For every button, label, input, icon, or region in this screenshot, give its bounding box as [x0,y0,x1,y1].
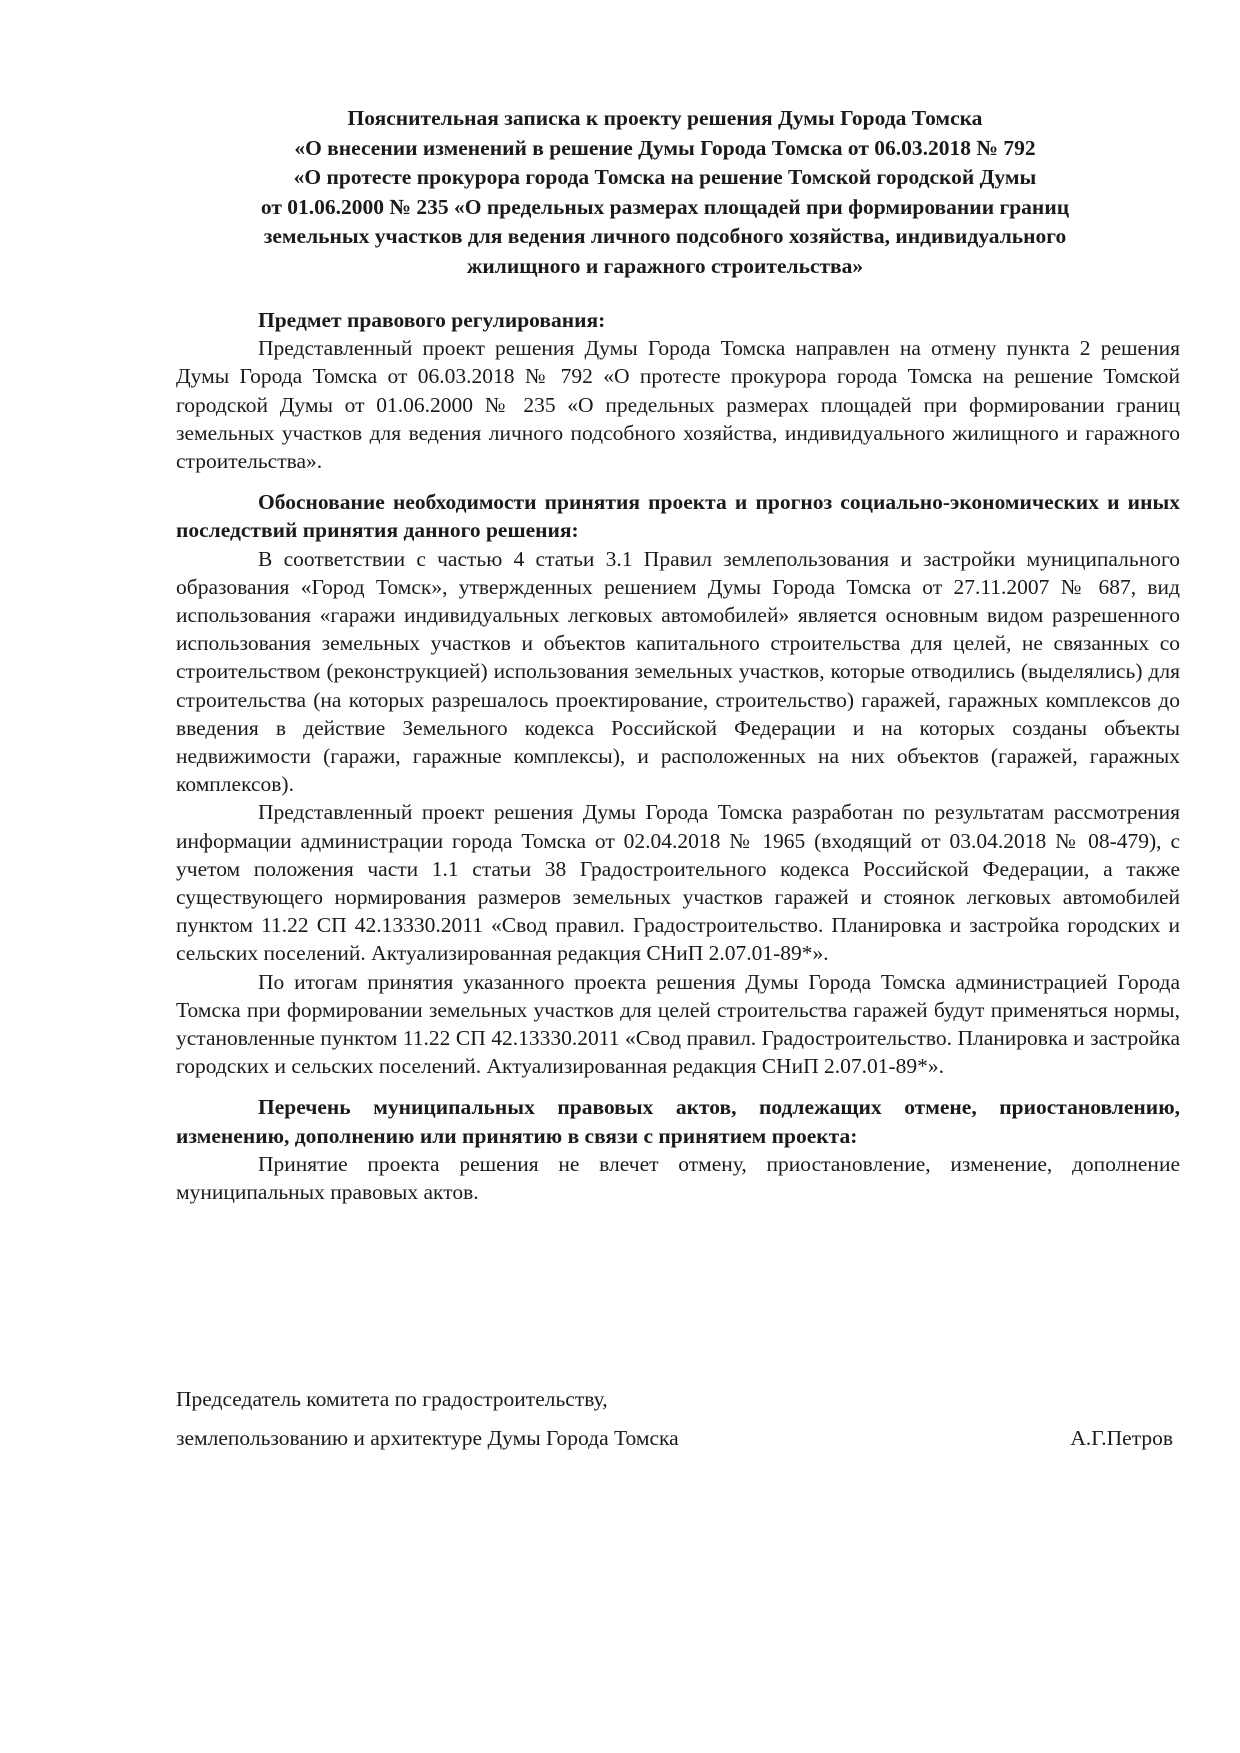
paragraph: В соответствии с частью 4 статьи 3.1 Правил землепользования и застройки муниципального образования «Город Томск», утвержденных решением Думы Города Томска от 27.11.2007 № 687, вид использования «гаражи индивидуальных легковых автомобилей» является основным видом разрешенного использования земельных участков и объектов капитального строительства для целей, не связанных со строительством (реконструкцией) использования земельных участков, которые отводились (выделялись) для строительства (на которых разрешалось проектирование, строительство) гаражей, гаражных комплексов до введения в действие Земельного кодекса Российской Федерации и на которых созданы объекты недвижимости (гаражи, гаражные комплексы), и расположенных на них объектов (гаражей, гаражных комплексов). [176,546,1180,797]
title-line: «О внесении изменений в решение Думы Города Томска от 06.03.2018 № 792 [294,135,1036,160]
document-body [176,306,1180,1206]
title-line: «О протесте прокурора города Томска на решение Томской городской Думы [293,165,1037,189]
signature-block [176,1380,1180,1458]
paragraph: Представленный проект решения Думы Города Томска направлен на отмену пункта 2 решения Думы Города Томска от 06.03.2018 № 792 «О протесте прокурора города Томска на решение Томской городской Думы от 01.06.2000 № 235 «О предельных размерах площадей при формировании границ земельных участков для ведения личного подсобного хозяйства, индивидуального жилищного и гаражного строительства». [176,336,1180,474]
signatory-position: Председатель комитета по градостроительству, [176,1387,608,1411]
paragraph: Представленный проект решения Думы Города Томска разработан по результатам рассмотрения информации администрации города Томска от 02.04.2018 № 1965 (входящий от 03.04.2018 № 08-479), с учетом положения части 1.1 статьи 38 Градостроительного кодекса Российской Федерации, а также существующего нормирования размеров земельных участков гаражей и стоянок легковых автомобилей пунктом 11.22 СП 42.13330.2011 «Свод правил. Градостроительство. Планировка и застройка городских и сельских поселений. Актуализированная редакция СНиП 2.07.01-89*». [176,800,1180,966]
signatory-name: А.Г.Петров [1070,1426,1173,1450]
title-line: Пояснительная записка к проекту решения Думы Города Томска [347,106,983,130]
paragraph: Принятие проекта решения не влечет отмену, приостановление, изменение, дополнение муниципальных правовых актов. [176,1151,1180,1205]
paragraph: По итогам принятия указанного проекта решения Думы Города Томска администрацией Города Томска при формировании земельных участков для целей строительства гаражей будут применяться нормы, установленные пунктом 11.22 СП 42.13330.2011 «Свод правил. Градостроительство. Планировка и застройка городских и сельских поселений. Актуализированная редакция СНиП 2.07.01-89*». [176,969,1180,1079]
section-heading-justification: Обоснование необходимости принятия проекта и прогноз социально-экономических и иных последствий принятия данного решения: [176,490,1180,543]
section-heading-acts-list: Перечень муниципальных правовых актов, подлежащих отмене, приостановлению, изменению, дополнению или принятию в связи с принятием проекта: [176,1095,1180,1148]
title-line: жилищного и гаражного строительства» [466,253,864,278]
signatory-position: землепользованию и архитектуре Думы Города Томска [176,1426,679,1450]
document-title [150,104,1180,281]
section-heading-subject: Предмет правового регулирования: [258,308,606,332]
title-line: земельных участков для ведения личного подсобного хозяйства, индивидуального [263,224,1067,248]
title-line: от 01.06.2000 № 235 «О предельных размерах площадей при формировании границ [260,194,1070,219]
